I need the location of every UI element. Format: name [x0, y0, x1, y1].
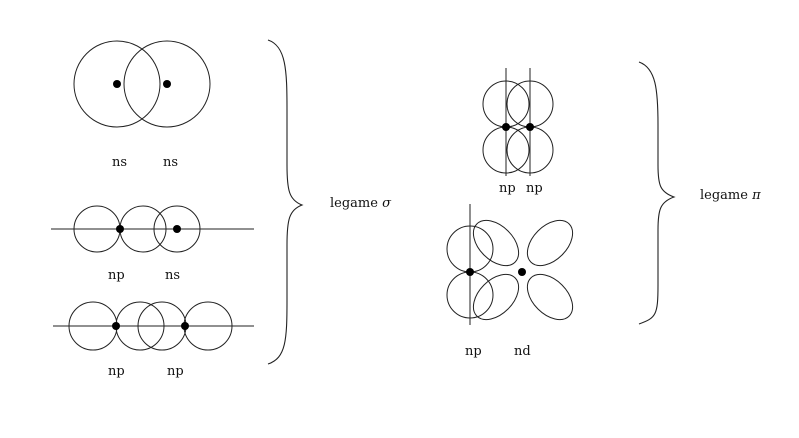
sigma-brace [268, 40, 302, 364]
nucleus-right [526, 123, 534, 131]
nucleus-right [181, 322, 189, 330]
nucleus-left [113, 80, 121, 88]
label-nd: nd [514, 344, 531, 359]
pi-brace [639, 62, 674, 324]
sigma-pp-diagram [53, 302, 254, 379]
label-ns: ns [165, 268, 181, 283]
nucleus-d [518, 268, 526, 276]
label-np-right: np [526, 181, 543, 196]
d-lobe-lower-right [519, 266, 581, 328]
sigma-bond-label [330, 196, 392, 211]
label-ns-right: ns [163, 155, 179, 170]
nucleus-p [466, 268, 474, 276]
label-np: np [108, 268, 125, 283]
nucleus-left [112, 322, 120, 330]
label-ns-left: ns [112, 155, 128, 170]
d-lobe-upper-right [519, 212, 581, 274]
sigma-bond-text: legame [330, 196, 383, 211]
nucleus-p [116, 225, 124, 233]
nucleus-left [502, 123, 510, 131]
sigma-symbol: σ [382, 196, 391, 211]
nucleus-s [173, 225, 181, 233]
nucleus-right [163, 80, 171, 88]
label-np-right: np [167, 364, 184, 379]
sigma-ps-diagram [51, 206, 254, 283]
pi-pd-diagram [447, 204, 581, 359]
label-np: np [465, 344, 482, 359]
d-lobe-lower-left [465, 266, 527, 328]
pi-pp-diagram [483, 68, 553, 196]
d-lobe-upper-left [465, 212, 527, 274]
sigma-ss-diagram [74, 41, 210, 170]
pi-symbol: π [752, 188, 761, 203]
label-np-left: np [499, 181, 516, 196]
pi-bond-text: legame [700, 188, 753, 203]
label-np-left: np [108, 364, 125, 379]
pi-bond-label [700, 188, 761, 203]
